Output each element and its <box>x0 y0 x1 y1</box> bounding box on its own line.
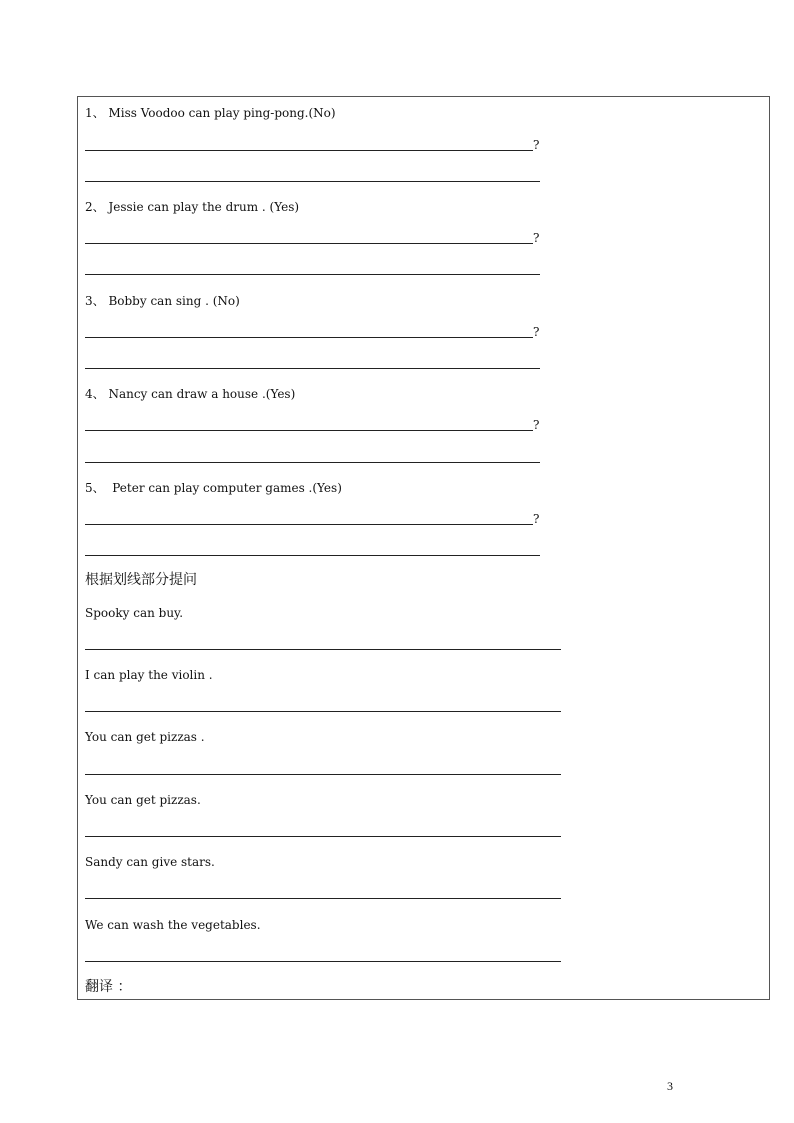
exercise-sentence: Spooky can buy. <box>85 606 184 620</box>
exercise-sentence: You can get pizzas. <box>85 793 201 807</box>
question-mark: ? <box>533 231 540 245</box>
answer-line <box>85 898 561 899</box>
exercise-sentence: We can wash the vegetables. <box>85 918 261 932</box>
answer-line <box>85 711 561 712</box>
exercise-item-3: 3、 Bobby can sing . (No) <box>85 294 240 308</box>
section-heading-ask-questions: 根据划线部分提问 <box>85 572 197 588</box>
exercise-sentence: Sandy can give stars. <box>85 855 215 869</box>
exercise-item-5: 5、 Peter can play computer games .(Yes) <box>85 481 342 495</box>
exercise-sentence: You can get pizzas . <box>85 730 205 744</box>
answer-line <box>85 836 561 837</box>
answer-line-reply <box>85 555 540 556</box>
question-mark: ? <box>533 138 540 152</box>
answer-line-reply <box>85 274 540 275</box>
answer-line-question <box>85 337 533 338</box>
answer-line-question <box>85 243 533 244</box>
answer-line <box>85 774 561 775</box>
exercise-item-1: 1、 Miss Voodoo can play ping-pong.(No) <box>85 106 336 120</box>
question-mark: ? <box>533 325 540 339</box>
answer-line-question <box>85 150 533 151</box>
page-number: 3 <box>667 1079 673 1093</box>
exercise-item-2: 2、 Jessie can play the drum . (Yes) <box>85 200 300 214</box>
answer-line <box>85 961 561 962</box>
answer-line-reply <box>85 181 540 182</box>
answer-line <box>85 649 561 650</box>
exercise-sentence: I can play the violin . <box>85 668 213 682</box>
answer-line-question <box>85 524 533 525</box>
section-heading-translate: 翻译 ： <box>85 979 132 995</box>
exercise-item-4: 4、 Nancy can draw a house .(Yes) <box>85 387 296 401</box>
answer-line-question <box>85 430 533 431</box>
question-mark: ? <box>533 418 540 432</box>
answer-line-reply <box>85 462 540 463</box>
question-mark: ? <box>533 512 540 526</box>
answer-line-reply <box>85 368 540 369</box>
